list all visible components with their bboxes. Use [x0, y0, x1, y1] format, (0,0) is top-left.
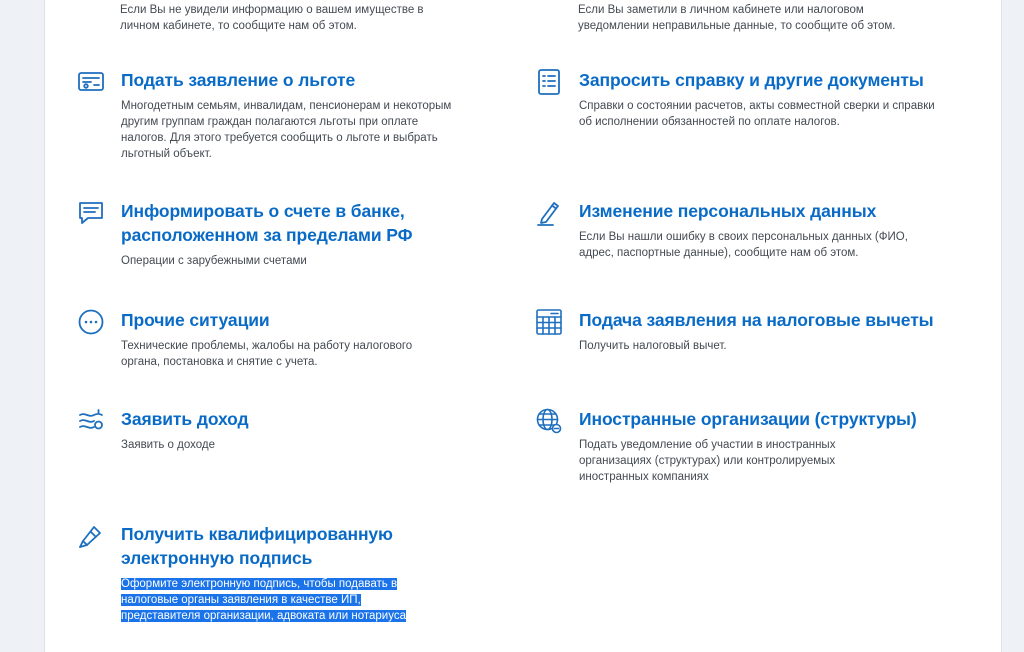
- top-right-description: Если Вы заметили в личном кабинете или налоговом уведомлении неправильные данные, то сообщите об этом.: [578, 4, 896, 32]
- message-icon: [77, 199, 105, 227]
- pencil-icon: [535, 199, 563, 227]
- service-description: Подать уведомление об участии в иностранных организациях (структурах) или контролируемых иностранных компаниях: [579, 439, 836, 483]
- more-dots-icon: [77, 308, 105, 336]
- globe-icon: [535, 407, 563, 435]
- top-left-description: Если Вы не увидели информацию о вашем имуществе в личном кабинете, то сообщите нам об этом.: [120, 4, 424, 32]
- service-title[interactable]: Запросить справку и другие документы: [579, 70, 924, 90]
- service-title[interactable]: Иностранные организации (структуры): [579, 409, 917, 429]
- service-description: [121, 576, 421, 624]
- service-title[interactable]: Изменение персональных данных: [579, 201, 877, 221]
- document-list-icon: [535, 68, 563, 96]
- service-description: Операции с зарубежными счетами: [121, 255, 307, 267]
- usb-key-icon: [77, 522, 105, 550]
- certificate-icon: [77, 68, 105, 96]
- service-description: Заявить о доходе: [121, 439, 215, 451]
- service-title[interactable]: Заявить доход: [121, 409, 249, 429]
- service-description: Технические проблемы, жалобы на работу налогового органа, постановка и снятие с учета.: [121, 340, 413, 368]
- calculator-icon: [535, 308, 563, 336]
- income-icon: [77, 407, 105, 435]
- service-title[interactable]: Подача заявления на налоговые вычеты: [579, 310, 934, 330]
- service-title[interactable]: Информировать о счете в банке, расположенном за пределами РФ: [121, 201, 413, 245]
- service-title[interactable]: Подать заявление о льготе: [121, 70, 356, 90]
- service-description: Многодетным семьям, инвалидам, пенсионерам и некоторым другим группам граждан полагаются льготы при оплате налогов. Для этого требуется сообщить о льготе и выбрать льготный объект.: [121, 100, 452, 160]
- service-description: Справки о состоянии расчетов, акты совместной сверки и справки об исполнении обязанностей по оплате налогов.: [579, 100, 935, 128]
- service-description: Получить налоговый вычет.: [579, 340, 727, 352]
- service-description: Если Вы нашли ошибку в своих персональных данных (ФИО, адрес, паспортные данные), сообщите нам об этом.: [579, 231, 908, 259]
- service-title[interactable]: Получить квалифицированную электронную подпись: [121, 524, 393, 568]
- service-title[interactable]: Прочие ситуации: [121, 310, 270, 330]
- selected-description-text: Оформите электронную подпись, чтобы подавать в налоговые органы заявления в качестве ИП, представителя организации, адвоката или нотариуса: [121, 578, 406, 622]
